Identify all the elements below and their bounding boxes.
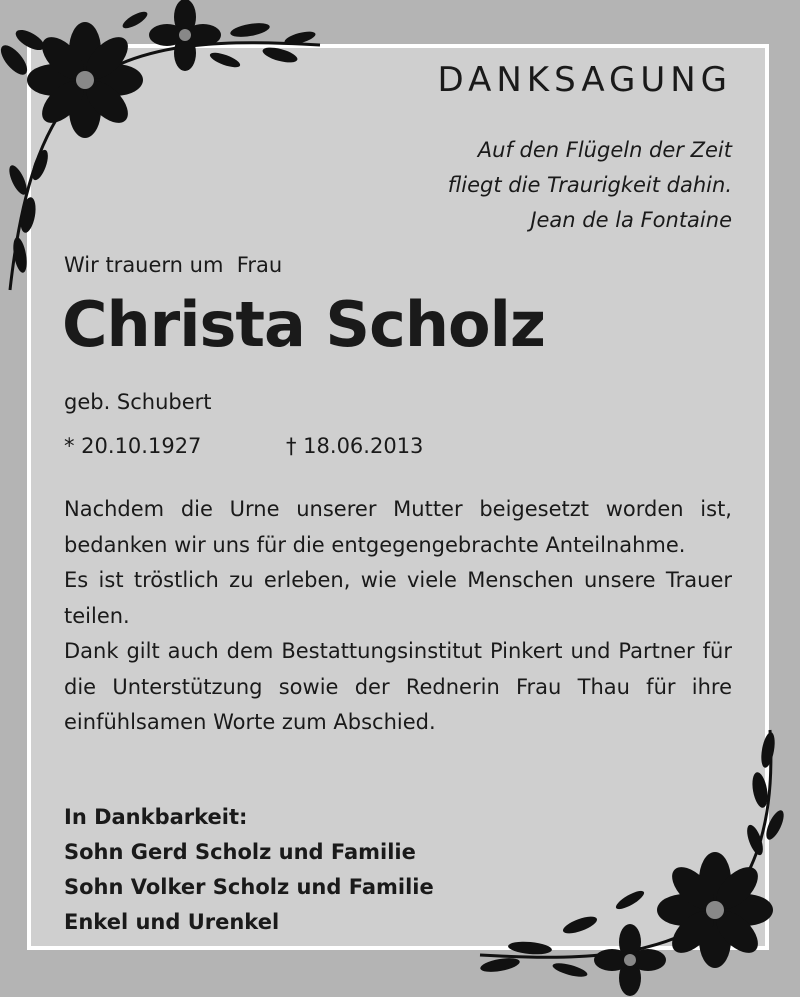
paragraph: Nachdem die Urne unserer Mutter beigesetzt worden ist, bedanken wir uns für die entgegengebrachte Anteilnahme.	[64, 497, 732, 557]
birth-date: * 20.10.1927	[64, 434, 202, 458]
quote-line: Auf den Flügeln der Zeit	[477, 138, 732, 162]
signature-block	[64, 800, 434, 940]
signatory: Sohn Volker Scholz und Familie	[64, 875, 434, 899]
notice-heading: DANKSAGUNG	[437, 60, 732, 100]
signatory: Sohn Gerd Scholz und Familie	[64, 840, 416, 864]
birth-name: geb. Schubert	[64, 390, 212, 414]
epigraph-quote	[448, 133, 732, 238]
deceased-name: Christa Scholz	[62, 288, 545, 361]
thank-you-text	[64, 492, 732, 741]
signatory: Enkel und Urenkel	[64, 910, 280, 934]
flower-ornament-bottom-right-icon	[470, 720, 800, 997]
life-dates	[64, 434, 424, 458]
closing-label: In Dankbarkeit:	[64, 805, 248, 829]
quote-author: Jean de la Fontaine	[530, 208, 732, 232]
paragraph: Dank gilt auch dem Bestattungsinstitut Pinkert und Partner für die Unterstützung sowie der Rednerin Frau Thau für ihre einfühlsamen Worte zum Abschied.	[64, 639, 732, 734]
paragraph: Es ist tröstlich zu erleben, wie viele Menschen unsere Trauer teilen.	[64, 568, 732, 628]
quote-line: fliegt die Traurigkeit dahin.	[447, 173, 732, 197]
mourning-intro: Wir trauern um Frau	[64, 253, 283, 277]
death-date: † 18.06.2013	[286, 434, 424, 458]
